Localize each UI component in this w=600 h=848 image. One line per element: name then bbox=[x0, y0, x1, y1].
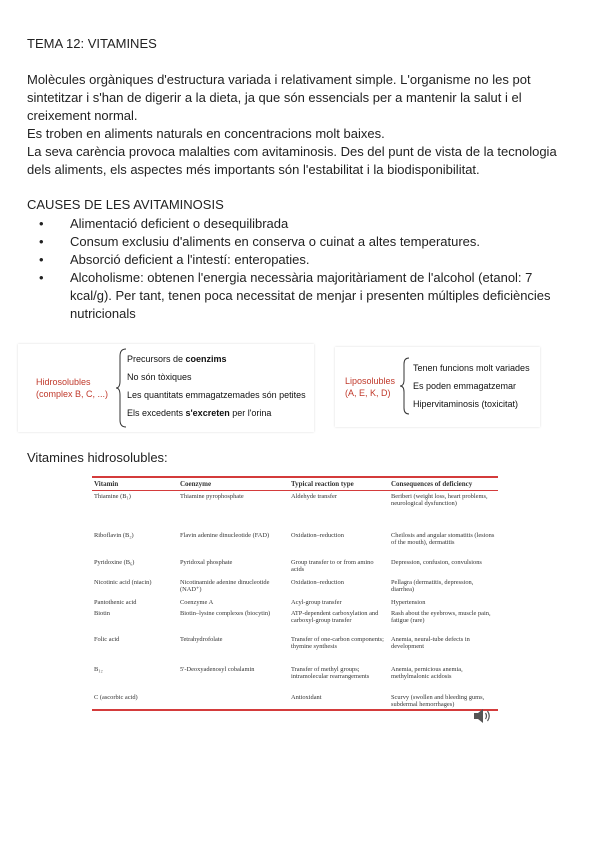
bullet: • bbox=[39, 270, 44, 285]
hidrosolubles-diagram bbox=[18, 344, 314, 432]
vitamins-heading: Vitamines hidrosolubles: bbox=[27, 450, 168, 465]
vitamin-table bbox=[92, 476, 498, 711]
vitamin-table-figure bbox=[92, 476, 498, 730]
causes-heading: CAUSES DE LES AVITAMINOSIS bbox=[27, 197, 224, 212]
table-row: C (ascorbic acid) Antioxidant Scurvy (swollen and bleeding gums, subdermal hemorrhages) bbox=[92, 692, 498, 710]
list-item: Els excedents s'excreten per l'orina bbox=[127, 408, 272, 418]
bullet: • bbox=[39, 216, 44, 231]
intro-paragraph: Molècules orgàniques d'estructura variada i relativament simple. L'organisme no les pot sintetitzar i s'han de digerir a la dieta, ja que són essencials per a mantenir la salut i el creixement normal. bbox=[27, 72, 531, 123]
list-item: Les quantitats emmagatzemades són petites bbox=[127, 390, 306, 400]
list-item: • Alimentació deficient o desequilibrada bbox=[39, 216, 289, 231]
liposolubles-label: Liposolubles (A, E, K, D) bbox=[345, 376, 396, 398]
hidrosolubles-items bbox=[127, 350, 306, 422]
table-row: Nicotinic acid (niacin) Nicotinamide adenine dinucleotide (NAD⁺) Oxidation–reduction Pellagra (dermatitis, depression, diarrhea) bbox=[94, 578, 474, 593]
column-header: Consequences of deficiency bbox=[389, 477, 498, 491]
table-row: Pyridoxine (B₆) Pyridoxal phosphate Group transfer to or from amino acids Depression, confusion, convulsions bbox=[94, 558, 482, 573]
table-row: B₁₂ 5'-Deoxyadenosyl cobalamin Transfer of methyl groups; intramolecular rearrangements Anemia, pernicious anemia, methylmalonic acidosis bbox=[94, 665, 463, 680]
causes-list bbox=[27, 215, 575, 323]
table-row: Thiamine (B₁) Thiamine pyrophosphate Aldehyde transfer Beriberi (weight loss, heart problems, neurological dysfunction) bbox=[94, 493, 488, 507]
column-header: Vitamin bbox=[92, 477, 178, 491]
liposolubles-diagram bbox=[335, 347, 540, 427]
list-item: • Consum exclusiu d'aliments en conserva o cuinat a altes temperatures. bbox=[39, 234, 481, 249]
list-item: Tenen funcions molt variades bbox=[413, 363, 530, 373]
table-row: Biotin Biotin–lysine complexes (biocytin) ATP-dependent carboxylation and carboxyl-group transfer Rash about the eyebrows, muscle pain, fatigue (rare) bbox=[94, 609, 491, 624]
column-header: Typical reaction type bbox=[289, 477, 389, 491]
list-item: • Alcoholisme: obtenen l'energia necessària majoritàriament de l'alcohol (etanol: 7 kcal/g). Per tant, tenen poca necessitat de menjar i presenten múltiples deficiències nutricionals bbox=[39, 270, 551, 321]
list-item: • Absorció deficient a l'intestí: enteropaties. bbox=[39, 252, 310, 267]
page-title: TEMA 12: VITAMINES bbox=[27, 36, 157, 51]
bullet: • bbox=[39, 234, 44, 249]
table-header-row bbox=[92, 477, 498, 491]
intro-paragraph: Es troben en aliments naturals en concentracions molt baixes. bbox=[27, 126, 385, 141]
list-item: Es poden emmagatzemar bbox=[413, 381, 517, 391]
speaker-icon[interactable] bbox=[472, 708, 492, 724]
hidrosolubles-label: Hidrosolubles (complex B, C, ...) bbox=[36, 377, 109, 399]
intro-paragraph: La seva carència provoca malalties com avitaminosis. Des del punt de vista de la tecnologia dels aliments, els aspectes més importants són l'estabilitat i la biodisponibilitat. bbox=[27, 144, 557, 177]
intro-section bbox=[27, 71, 575, 179]
table-row: Pantothenic acid Coenzyme A Acyl-group transfer Hypertension bbox=[94, 598, 426, 606]
list-item: Hipervitaminosis (toxicitat) bbox=[413, 399, 519, 409]
brace-icon bbox=[400, 357, 410, 415]
list-item: Precursors de coenzims bbox=[127, 354, 227, 364]
column-header: Coenzyme bbox=[178, 477, 289, 491]
liposolubles-items bbox=[413, 359, 530, 413]
table-row: Folic acid Tetrahydrofolate Transfer of one-carbon components; thymine synthesis Anemia, neural-tube defects in development bbox=[94, 635, 470, 650]
list-item: No són tòxiques bbox=[127, 372, 192, 382]
table-row: Riboflavin (B₂) Flavin adenine dinucleotide (FAD) Oxidation–reduction Cheilosis and angular stomatitis (lesions of the mouth), dermatitis bbox=[94, 531, 495, 546]
bullet: • bbox=[39, 252, 44, 267]
